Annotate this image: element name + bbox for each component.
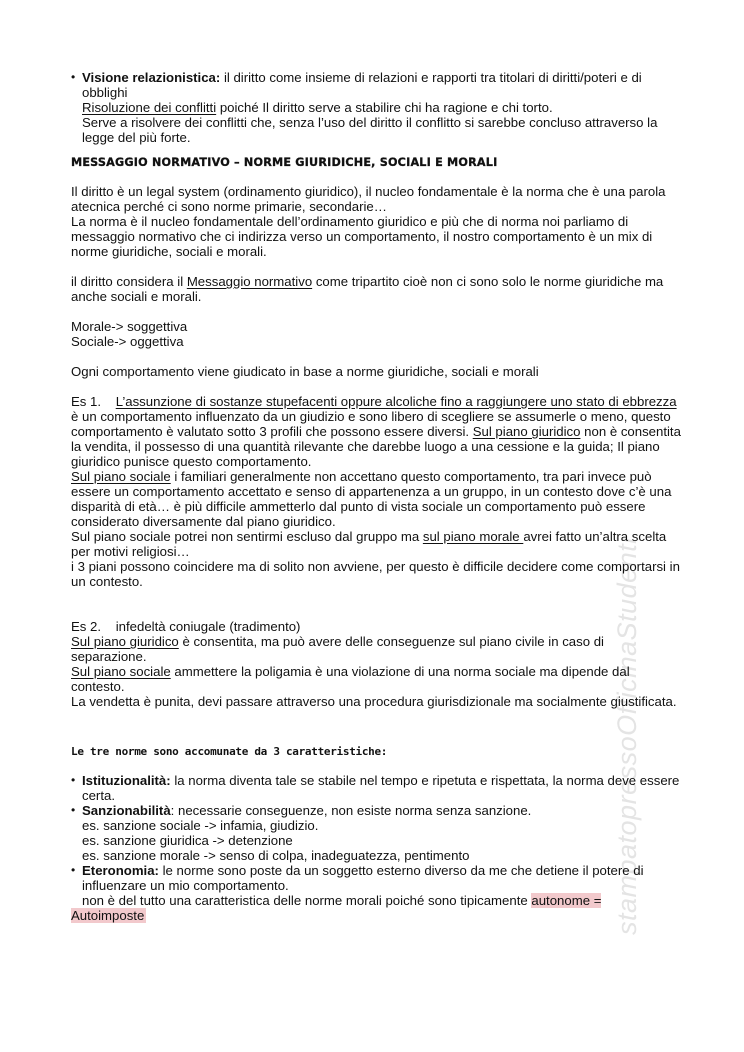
paragraph [71,619,681,634]
highlighted-text: autonome = [531,893,602,908]
text: non è del tutto una caratteristica delle norme morali poiché sono tipicamente [82,893,532,908]
paragraph [71,469,681,529]
highlighted-text: Autoimposte [71,908,145,923]
underlined-term: Messaggio normativo [186,274,313,289]
text: il diritto come insieme di relazioni e rapporti tra titolari di diritti/poteri e di obblighi [82,70,642,100]
bullet-sanzionabilita [71,803,681,863]
underlined-term: Sul piano giuridico [472,424,581,439]
paragraph: Il diritto è un legal system (ordinamento giuridico), il nucleo fondamentale è la norma che è una parola atecnica perché ci sono norme primarie, secondarie… [71,184,666,214]
paragraph: La vendetta è punita, devi passare attraverso una procedura giurisdizionale ma socialmente giustificata. [71,694,677,709]
section-heading: Le tre norme sono accomunate da 3 caratteristiche: [71,745,388,758]
text: Sul piano sociale potrei non sentirmi escluso dal gruppo ma [71,529,423,544]
bullet-visione-relazionistica [71,70,681,145]
underlined-term: sul piano morale [422,529,524,544]
paragraph: La norma è il nucleo fondamentale dell’ordinamento giuridico e più che di norma noi parliamo di messaggio normativo che ci indirizza verso un comportamento, il nostro comportamento è un mix di norme giuridiche, sociali e morali. [71,214,653,259]
term-label: Visione relazionistica: [82,70,221,85]
bullet-eteronomia [71,863,681,908]
paragraph [71,529,681,559]
text: le norme sono poste da un soggetto esterno diverso da me che detiene il potere di influenzare un mio comportamento. [82,863,644,893]
text: la norma diventa tale se stabile nel tempo e ripetuta e rispettata, la norma deve essere certa. [82,773,680,803]
paragraph: Serve a risolvere dei conflitti che, senza l’uso del diritto il conflitto si sarebbe concluso attraverso la legge del più forte. [82,115,658,145]
underlined-term: Sul piano sociale [71,469,171,484]
paragraph [82,893,681,908]
underlined-term: Risoluzione dei conflitti [82,100,217,115]
watermark: stampatopressoOfficinaStudenti [612,537,642,935]
bullet-icon: • [71,803,76,817]
underlined-term: L’assunzione di sostanze stupefacenti oppure alcoliche fino a raggiungere uno stato di ebbrezza [115,394,677,409]
text: è un comportamento influenzato da un giudizio e sono libero di scegliere se assumerle o meno, questo comportamento è valutato sotto 3 profili che possono essere diversi. [71,409,671,439]
underlined-term: Sul piano sociale [71,664,171,679]
paragraph [82,773,681,803]
text: poiché Il diritto serve a stabilire chi ha ragione e chi torto. [216,100,553,115]
paragraph [82,70,681,100]
term-label: Eteronomia: [82,863,159,878]
paragraph [71,664,681,694]
sub-example: es. sanzione giuridica -> detenzione [82,833,293,848]
underlined-term: Sul piano giuridico [71,634,179,649]
document-page [71,70,681,923]
bullet-icon: • [71,773,76,787]
bullet-icon: • [71,863,76,877]
example-1 [71,394,681,589]
text: : necessarie conseguenze, non esiste norma senza sanzione. [170,803,532,818]
example-title: infedeltà coniugale (tradimento) [115,619,301,634]
paragraph [82,100,681,115]
text: avrei fatto un’altra scelta per motivi religiosi… [71,529,667,559]
paragraph [71,634,681,664]
paragraph [82,863,681,893]
text: come tripartito cioè non ci sono solo le norme giuridiche ma anche sociali e morali. [71,274,664,304]
example-2 [71,619,681,709]
section-heading: MESSAGGIO NORMATIVO – NORME GIURIDICHE, SOCIALI E MORALI [71,156,498,169]
text: non è consentita la vendita, il possesso di una quantità rilevante che darebbe luogo a una cessione e la guida; Il piano giuridico punisce questo comportamento. [71,424,681,469]
paragraph [71,274,681,304]
term-label: Istituzionalità: [82,773,171,788]
text: i familiari generalmente non accettano questo comportamento, tra pari invece può essere un comportamento accettato e senso di appartenenza a un gruppo, in un contesto dove c’è una disparità di età… è più difficile ammetterlo dal punto di vista sociale un comportamento può essere considerato diversamente dal piano giuridico. [71,469,672,529]
highlighted-line [71,908,681,923]
sub-example: es. sanzione morale -> senso di colpa, inadeguatezza, pentimento [82,848,470,863]
bullet-icon: • [71,70,76,84]
paragraph: Ogni comportamento viene giudicato in base a norme giuridiche, sociali e morali [71,364,539,379]
text: ammettere la poligamia è una violazione di una norma sociale ma dipende dal contesto. [71,664,630,694]
bullet-istituzionalita [71,773,681,803]
paragraph [82,803,681,818]
text: il diritto considera il [71,274,187,289]
example-label: Es 2. [71,619,102,634]
paragraph [71,394,681,469]
sub-example: es. sanzione sociale -> infamia, giudizio. [82,818,319,833]
text: è consentita, ma può avere delle conseguenze sul piano civile in caso di separazione. [71,634,604,664]
example-label: Es 1. [71,394,102,409]
paragraph: i 3 piani possono coincidere ma di solito non avviene, per questo è difficile decidere come comportarsi in un contesto. [71,559,680,589]
line-morale: Morale-> soggettiva [71,319,188,334]
term-label: Sanzionabilità [82,803,171,818]
line-sociale: Sociale-> oggettiva [71,334,184,349]
